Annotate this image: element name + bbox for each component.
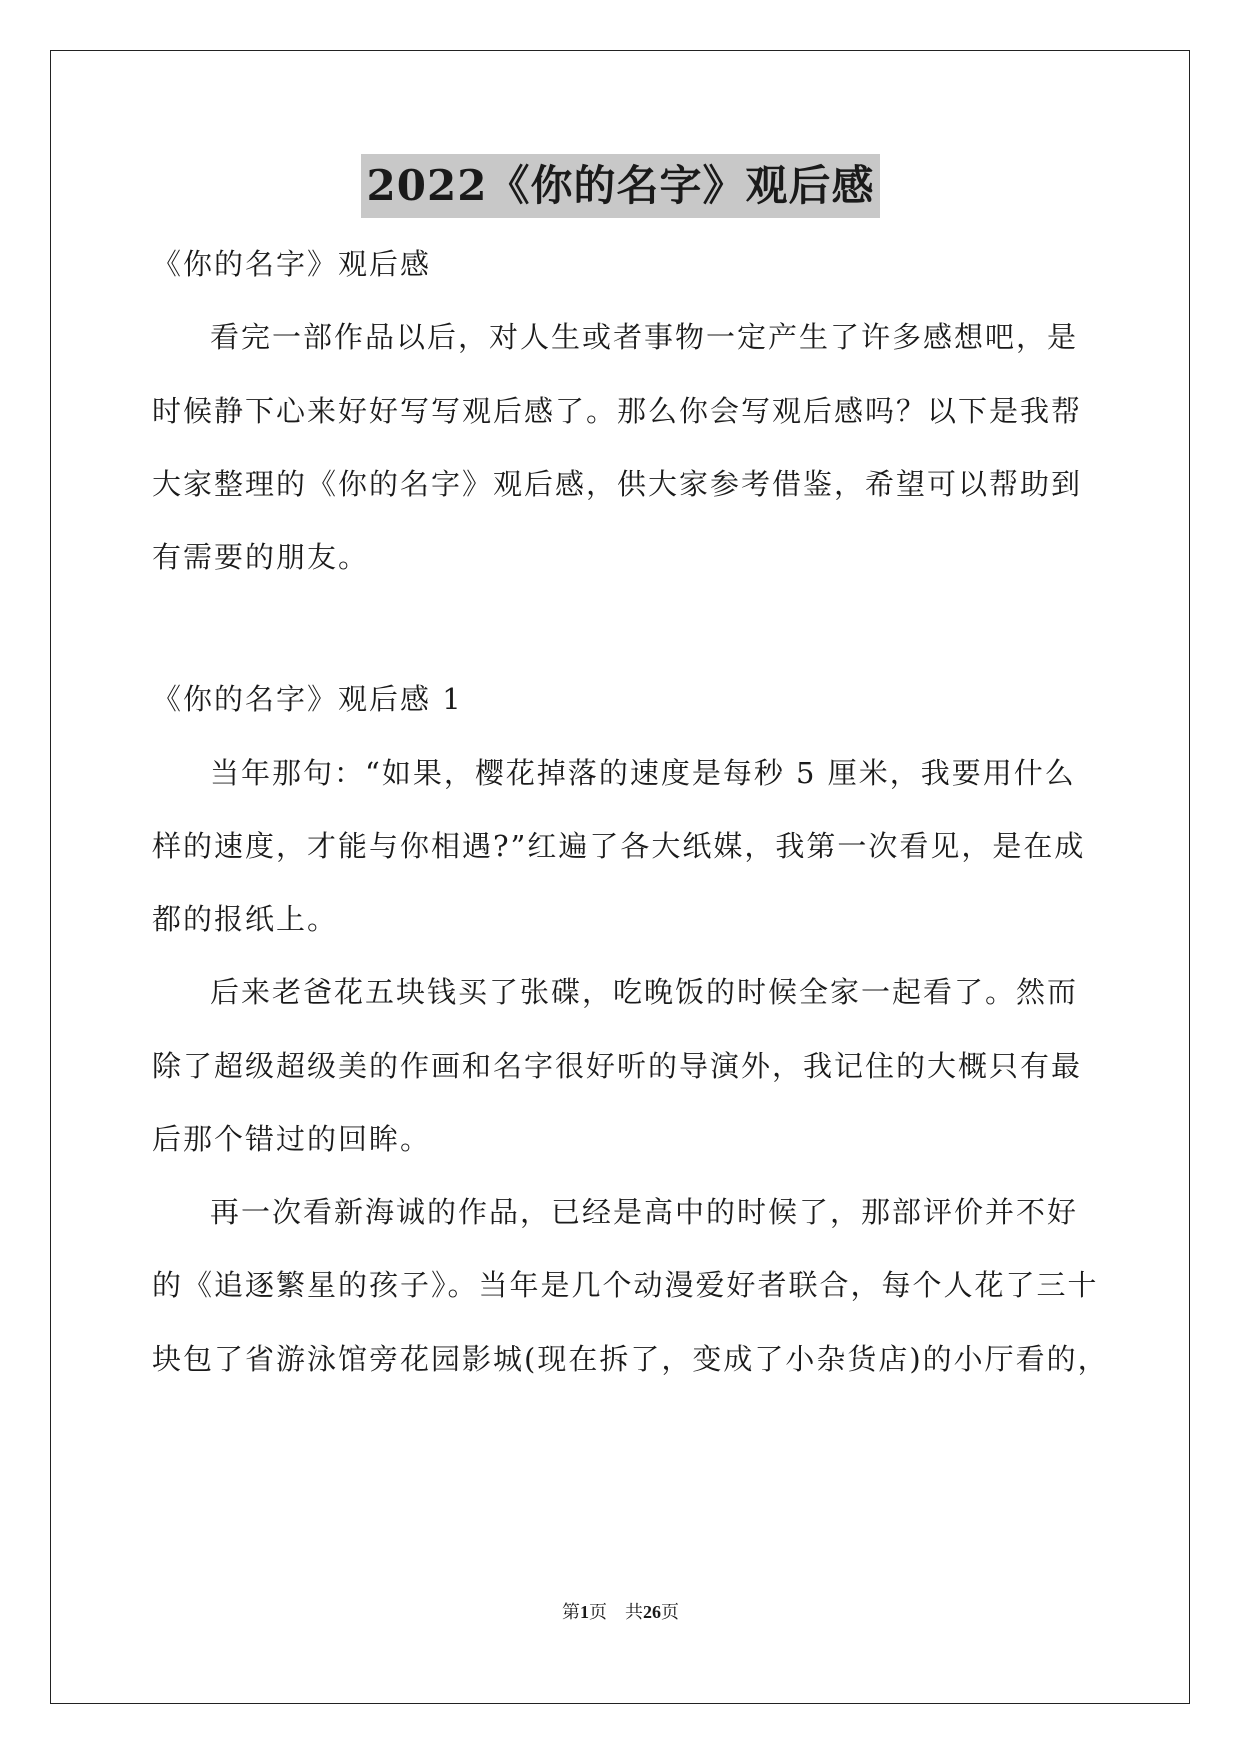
document-title: 2022《你的名字》观后感 (361, 154, 881, 218)
footer-suffix: 页 (661, 1602, 679, 1622)
paragraph-line: 样的速度，才能与你相遇?”红遍了各大纸媒，我第一次看见，是在成 (152, 829, 1086, 863)
paragraph-line: 后那个错过的回眸。 (152, 1122, 432, 1156)
paragraph-line: 后来老爸花五块钱买了张碟，吃晚饭的时候全家一起看了。然而 (210, 975, 1079, 1009)
footer-prefix: 第 (562, 1602, 580, 1622)
total-pages-number: 26 (643, 1602, 661, 1622)
paragraph-line: 有需要的朋友。 (152, 540, 370, 574)
current-page-number: 1 (580, 1602, 589, 1622)
section-heading: 《你的名字》观后感 (152, 247, 432, 281)
page-border (50, 50, 1190, 1704)
paragraph-line: 的《追逐繁星的孩子》。当年是几个动漫爱好者联合，每个人花了三十 (152, 1268, 1099, 1302)
paragraph-line: 块包了省游泳馆旁花园影城(现在拆了，变成了小杂货店)的小厅看的， (152, 1342, 1109, 1376)
paragraph-line: 看完一部作品以后，对人生或者事物一定产生了许多感想吧，是 (210, 320, 1079, 354)
paragraph-line: 大家整理的《你的名字》观后感，供大家参考借鉴，希望可以帮助到 (152, 467, 1083, 501)
page-footer (0, 1598, 1241, 1624)
footer-middle: 页 共 (589, 1602, 643, 1622)
paragraph-line: 时候静下心来好好写写观后感了。那么你会写观后感吗？以下是我帮 (152, 394, 1083, 428)
paragraph-line: 再一次看新海诚的作品，已经是高中的时候了，那部评价并不好 (210, 1195, 1079, 1229)
section-heading: 《你的名字》观后感 1 (152, 682, 463, 716)
paragraph-line: 当年那句：“如果，樱花掉落的速度是每秒 5 厘米，我要用什么 (210, 756, 1076, 790)
paragraph-line: 都的报纸上。 (152, 902, 339, 936)
paragraph-line: 除了超级超级美的作画和名字很好听的导演外，我记住的大概只有最 (152, 1049, 1083, 1083)
